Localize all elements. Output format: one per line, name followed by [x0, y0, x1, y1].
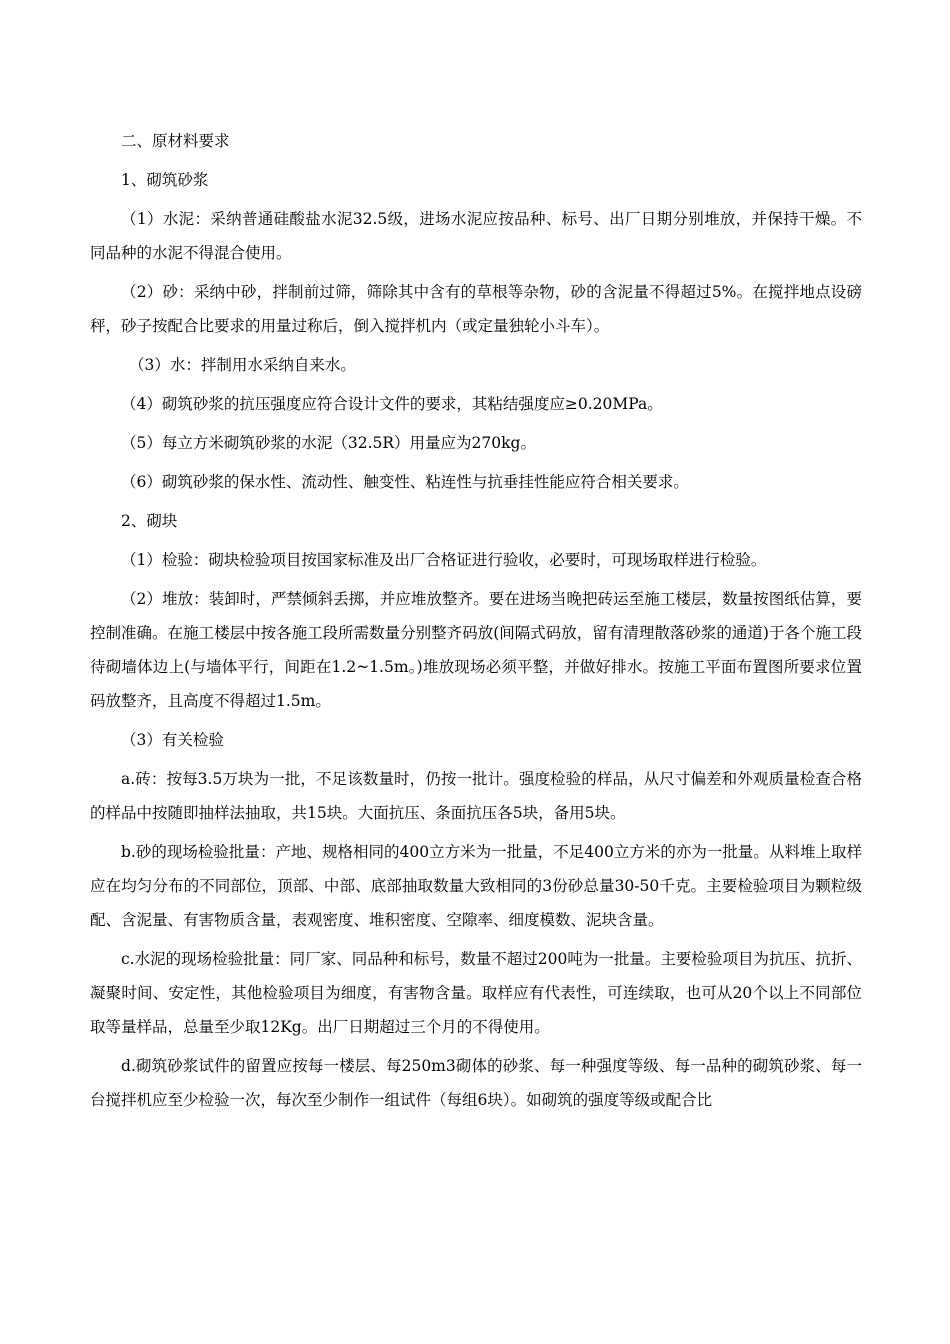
section-title: 二、原材料要求 — [121, 132, 230, 150]
mortar-item-properties: （6）砌筑砂浆的保水性、流动性、触变性、粘连性与抗垂挂性能应符合相关要求。 — [121, 473, 689, 491]
block-heading: 2、砌块 — [121, 512, 178, 530]
mortar-item-cement: （1）水泥：采纳普通硅酸盐水泥32.5级，进场水泥应按品种、标号、出厂日期分别堆放，并保持干燥。不同品种的水泥不得混合使用。 — [90, 210, 862, 262]
mortar-heading: 1、砌筑砂浆 — [121, 171, 209, 189]
document-body — [90, 124, 862, 1117]
block-item-sand-batch: b.砂的现场检验批量：产地、规格相同的400立方米为一批量，不足400立方米的亦为一批量。从料堆上取样应在均匀分布的不同部位，顶部、中部、底部抽取数量大致相同的3份砂总量30-50千克。主要检验项目为颗粒级配、含泥量、有害物质含量，表观密度、堆积密度、空隙率、细度模数、泥块含量。 — [90, 843, 862, 929]
block-item-brick: a.砖：按每3.5万块为一批，不足该数量时，仍按一批计。强度检验的样品，从尺寸偏差和外观质量检查合格的样品中按随即抽样法抽取，共15块。大面抗压、条面抗压各5块，备用5块。 — [90, 770, 862, 822]
mortar-item-cement-dosage: （5）每立方米砌筑砂浆的水泥（32.5R）用量应为270kg。 — [121, 434, 536, 452]
mortar-item-sand: （2）砂：采纳中砂，拌制前过筛，筛除其中含有的草根等杂物，砂的含泥量不得超过5%。在搅拌地点设磅秤，砂子按配合比要求的用量过称后，倒入搅拌机内（或定量独轮小斗车）。 — [90, 283, 862, 335]
block-item-stacking: （2）堆放：装卸时，严禁倾斜丢掷，并应堆放整齐。要在进场当晚把砖运至施工楼层，数量按图纸估算，要控制准确。在施工楼层中按各施工段所需数量分别整齐码放(间隔式码放，留有清理散落砂浆的通道)于各个施工段待砌墙体边上(与墙体平行，间距在1.2~1.5m。)堆放现场必须平整，并做好排水。按施工平面布置图所要求位置码放整齐，且高度不得超过1.5m。 — [90, 590, 862, 710]
mortar-item-strength: （4）砌筑砂浆的抗压强度应符合设计文件的要求，其粘结强度应≥0.20MPa。 — [121, 395, 663, 413]
block-item-related-tests: （3）有关检验 — [121, 731, 224, 749]
block-item-inspection: （1）检验：砌块检验项目按国家标准及出厂合格证进行验收，必要时，可现场取样进行检验。 — [121, 551, 767, 569]
block-item-cement-batch: c.水泥的现场检验批量：同厂家、同品种和标号，数量不超过200吨为一批量。主要检验项目为抗压、抗折、凝聚时间、安定性，其他检验项目为细度，有害物含量。取样应有代表性，可连续取，也可从20个以上不同部位取等量样品，总量至少取12Kg。出厂日期超过三个月的不得使用。 — [90, 950, 862, 1036]
mortar-item-water: （3）水：拌制用水采纳自来水。 — [129, 356, 356, 374]
block-item-mortar-specimen: d.砌筑砂浆试件的留置应按每一楼层、每250m3砌体的砂浆、每一种强度等级、每一品种的砌筑砂浆、每一台搅拌机应至少检验一次，每次至少制作一组试件（每组6块）。如砌筑的强度等级或配合比 — [90, 1057, 862, 1109]
